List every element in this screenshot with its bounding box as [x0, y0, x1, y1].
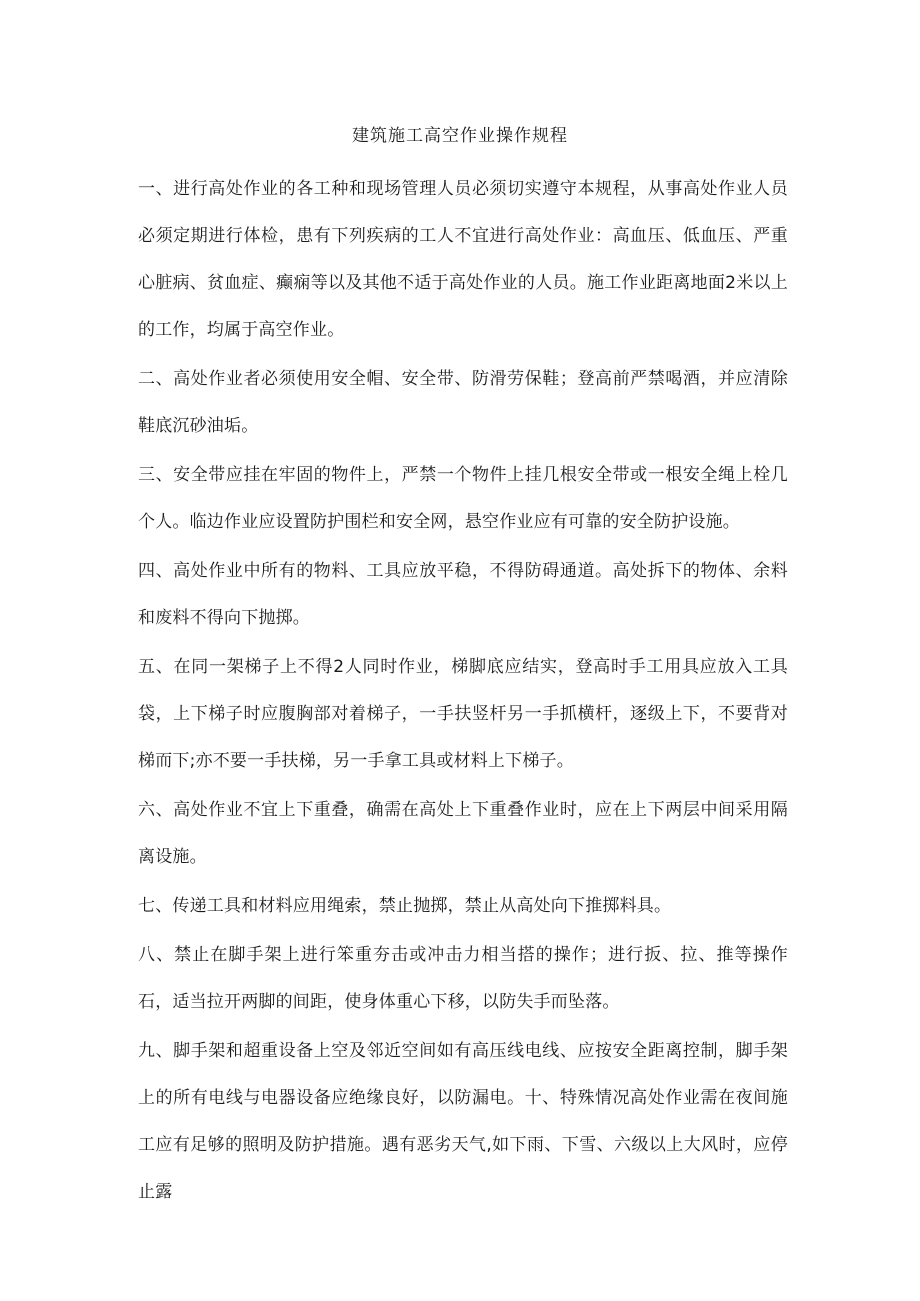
- paragraph-9: 九、脚手架和超重设备上空及邻近空间如有高压线电线、应按安全距离控制，脚手架上的所有电线与电器设备应绝缘良好，以防漏电。十、特殊情况高处作业需在夜间施工应有足够的照明及防护措施。遇有恶劣天气,如下雨、下雪、六级以上大风时，应停止露: [138, 1041, 788, 1202]
- paragraph-7: 七、传递工具和材料应用绳索，禁止抛掷，禁止从高处向下推掷料具。: [138, 896, 672, 916]
- document-title: 建筑施工高空作业操作规程: [352, 126, 568, 146]
- document-body: [138, 166, 788, 1218]
- paragraph-2: 二、高处作业者必须使用安全帽、安全带、防滑劳保鞋；登高前严禁喝酒，并应清除鞋底沉砂油垢。: [138, 369, 788, 436]
- paragraph-3: 三、安全带应挂在牢固的物件上，严禁一个物件上挂几根安全带或一根安全绳上栓几个人。临边作业应设置防护围栏和安全网，悬空作业应有可靠的安全防护设施。: [138, 465, 788, 532]
- paragraph-4: 四、高处作业中所有的物料、工具应放平稳，不得防碍通道。高处拆下的物体、余料和废料不得向下抛掷。: [138, 561, 788, 628]
- paragraph-6: 六、高处作业不宜上下重叠，确需在高处上下重叠作业时，应在上下两层中间采用隔离设施。: [138, 800, 788, 867]
- paragraph-5: 五、在同一架梯子上不得2人同时作业，梯脚底应结实，登高时手工用具应放入工具袋，上下梯子时应腹胸部对着梯子，一手扶竖杆另一手抓横杆，逐级上下，不要背对梯而下;亦不要一手扶梯，另一手拿工具或材料上下梯子。: [138, 657, 788, 771]
- paragraph-8: 八、禁止在脚手架上进行笨重夯击或冲击力相当搭的操作；进行扳、拉、推等操作石，适当拉开两脚的间距，使身体重心下移，以防失手而坠落。: [138, 945, 788, 1012]
- paragraph-1: 一、进行高处作业的各工种和现场管理人员必须切实遵守本规程，从事高处作业人员必须定期进行体检，患有下列疾病的工人不宜进行高处作业：高血压、低血压、严重心脏病、贫血症、癫痫等以及其他不适于高处作业的人员。施工作业距离地面2米以上的工作，均属于高空作业。: [138, 179, 788, 340]
